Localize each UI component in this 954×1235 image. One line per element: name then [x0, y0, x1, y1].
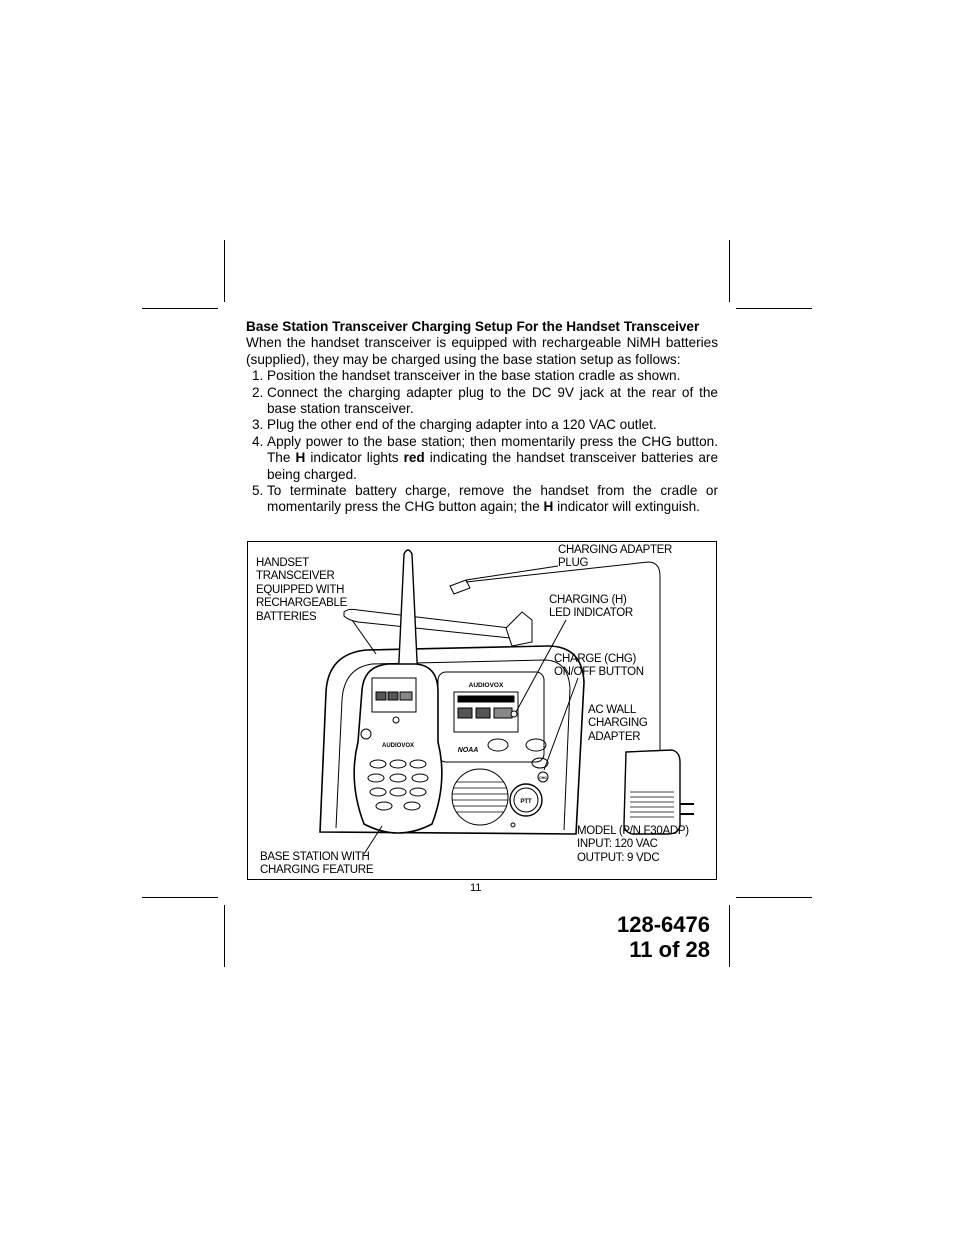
- crop-mark-bottom-left-v: [224, 905, 225, 967]
- crop-mark-bottom-right-v: [729, 905, 730, 967]
- charging-setup-figure: [247, 541, 717, 880]
- step-item: 1. Position the handset transceiver in the base station cradle as shown.: [252, 368, 681, 384]
- step-item: 3. Plug the other end of the charging adapter into a 120 VAC outlet.: [252, 417, 657, 433]
- callout-model-specs: MODEL (P/N F30ADP) INPUT: 120 VAC OUTPUT: 9 VDC: [577, 825, 689, 864]
- section-heading: Base Station Transceiver Charging Setup For the Handset Transceiver: [246, 319, 700, 334]
- callout-charging-led: CHARGING (H) LED INDICATOR: [549, 594, 633, 620]
- ptt-label: PTT: [520, 799, 532, 805]
- step-item: 4. Apply power to the base station; then momentarily press the CHG button. The H indicator lights red indicating the handset transceiver batteries are being charged.: [252, 433, 719, 482]
- callout-ac-adapter: AC WALL CHARGING ADAPTER: [588, 704, 648, 743]
- document-id: [590, 912, 710, 962]
- crop-mark-top-left-v: [224, 240, 225, 302]
- intro-paragraph: When the handset transceiver is equipped with rechargeable NiMH batteries (supplied), they may be charged using the base station setup as follows:: [246, 335, 718, 367]
- crop-mark-top-left-h: [142, 308, 218, 309]
- step-item: 5. To terminate battery charge, remove the handset from the cradle or momentarily press the CHG button again; the H indicator will extinguish.: [252, 483, 718, 515]
- crop-mark-top-right-v: [729, 240, 730, 302]
- page-of-count: 11 of 28: [629, 937, 710, 962]
- callout-handset: HANDSET TRANSCEIVER EQUIPPED WITH RECHARGEABLE BATTERIES: [256, 557, 347, 623]
- callout-charging-plug: CHARGING ADAPTER PLUG: [558, 544, 673, 570]
- base-brand-label: AUDIOVOX: [468, 682, 504, 689]
- crop-mark-bottom-right-h: [736, 897, 812, 898]
- handset-brand-label: AUDIOVOX: [381, 743, 415, 749]
- crop-mark-bottom-left-h: [142, 897, 218, 898]
- document-number: 128-6476: [617, 912, 710, 937]
- step-item: 2. Connect the charging adapter plug to the DC 9V jack at the rear of the base station transceiver.: [252, 384, 718, 417]
- callout-charge-button: CHARGE (CHG) ON/OFF BUTTON: [554, 653, 644, 679]
- steps-list: [246, 368, 718, 516]
- crop-mark-top-right-h: [736, 308, 812, 309]
- page-number: 11: [470, 882, 482, 894]
- chg-label: CHG: [539, 776, 547, 780]
- noaa-label: NOAA: [457, 747, 479, 754]
- callout-base-station: BASE STATION WITH CHARGING FEATURE: [260, 851, 374, 877]
- instructions-text: [246, 319, 718, 516]
